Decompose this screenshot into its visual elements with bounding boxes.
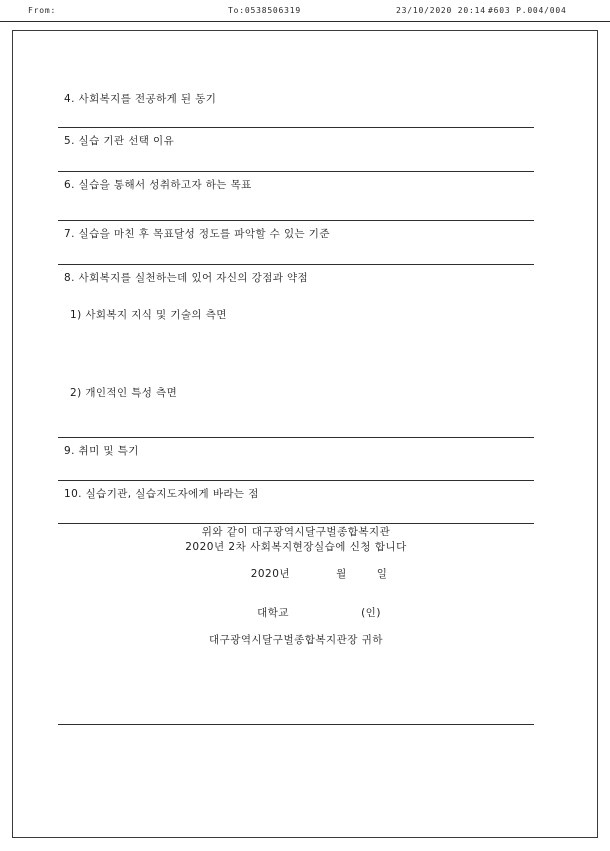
fax-to-number: To:0538506319 <box>228 6 302 15</box>
closing-signature-line <box>58 593 534 632</box>
closing-seal-label: (인) <box>361 607 381 619</box>
closing-month: 월 <box>336 568 347 580</box>
table-row <box>58 438 534 481</box>
closing-day: 일 <box>376 568 388 580</box>
fax-header-strip <box>0 0 610 22</box>
table-row <box>58 128 534 172</box>
form-closing-block <box>58 524 534 725</box>
form-row-label: 7. 실습을 마친 후 목표달성 정도를 파악할 수 있는 기준 <box>64 228 330 240</box>
form-row-motivation <box>58 86 534 128</box>
closing-statement-line2: 2020년 2차 사회복지현장실습에 신청 합니다 <box>185 541 407 553</box>
table-row <box>58 481 534 524</box>
form-row-strengths-weaknesses <box>58 265 534 438</box>
form-row-label: 6. 실습을 통해서 성취하고자 하는 목표 <box>64 179 252 191</box>
document-page <box>12 30 598 838</box>
table-row <box>58 221 534 265</box>
closing-school-label: 대학교 <box>257 607 290 619</box>
table-row <box>58 86 534 128</box>
table-row <box>58 524 534 725</box>
fax-page-count: #603 P.004/004 <box>488 6 567 15</box>
form-subrow-personal-traits: 2) 개인적인 특성 측면 <box>70 387 178 400</box>
application-form-table <box>58 86 534 725</box>
form-row-label: 9. 취미 및 특기 <box>64 445 139 457</box>
fax-from-label: From: <box>28 6 57 15</box>
form-row-label: 8. 사회복지를 실천하는데 있어 자신의 강점과 약점 <box>64 272 309 284</box>
table-row <box>58 172 534 221</box>
form-row-label: 5. 실습 기관 선택 이유 <box>64 135 175 147</box>
closing-year: 2020년 <box>250 568 291 580</box>
form-row-criteria <box>58 221 534 265</box>
closing-recipient-line: 대구광역시달구벌종합복지관장 귀하 <box>208 634 384 646</box>
fax-datetime: 23/10/2020 20:14 <box>396 6 486 15</box>
form-row-expectations <box>58 481 534 524</box>
form-subrow-knowledge-skills: 1) 사회복지 지식 및 기술의 측면 <box>70 308 227 321</box>
form-row-goals <box>58 172 534 221</box>
closing-date-line <box>58 554 534 593</box>
form-row-label: 10. 실습기관, 실습지도자에게 바라는 점 <box>64 488 259 500</box>
table-row <box>58 265 534 438</box>
form-row-label: 4. 사회복지를 전공하게 된 동기 <box>64 93 217 105</box>
closing-statement-line1: 위와 같이 대구광역시달구벌종합복지관 <box>201 526 391 538</box>
form-row-agency-reason <box>58 128 534 172</box>
form-row-hobbies <box>58 438 534 481</box>
